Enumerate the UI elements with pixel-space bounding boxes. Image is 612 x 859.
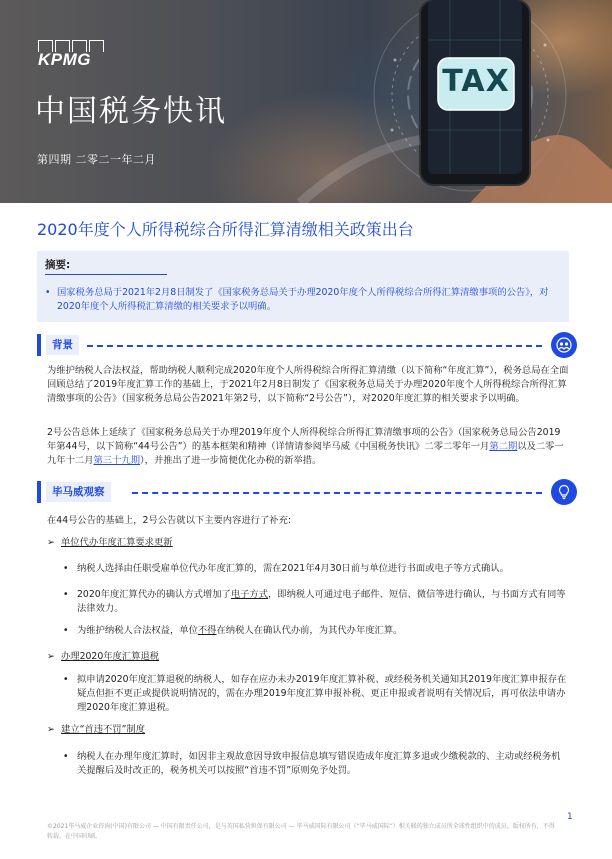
background-paragraph-2-text: 以及二零一九年十二月 xyxy=(47,441,564,466)
summary-item-text: 国家税务总局于2021年2月8日制发了《国家税务总局关于办理2020年度个人所得税综合所得汇算清缴事项的公告》，对2020年度个人所得税汇算清缴的相关要求予以明确。 xyxy=(57,287,549,312)
topic-heading xyxy=(47,723,145,737)
hero-banner xyxy=(0,0,612,203)
summary-divider xyxy=(45,274,167,275)
list-item xyxy=(63,562,567,576)
background-paragraph-2-text: 2号公告总体上延续了《国家税务总局关于办理2019年度个人所得税综合所得汇算清缴事项的公告》（国家税务总局公告2019年第44号，以下简称“44号公告”）的基本框架和精神（详情请参阅毕马威《中国税务快讯》二零二零年一月 xyxy=(47,427,561,452)
kpmg-logo xyxy=(38,40,108,72)
bullet: • xyxy=(45,287,51,298)
article-title: 2020年度个人所得税综合所得汇算清缴相关政策出台 xyxy=(37,220,414,239)
section-dashed-rule xyxy=(87,345,542,347)
list-item-underlined: 电子方式 xyxy=(230,589,269,600)
section-header-background xyxy=(37,334,577,358)
list-item-text: 在纳税人在确认代办前，为其代办年度汇算。 xyxy=(216,625,403,636)
publication-title: 中国税务快讯 xyxy=(35,94,227,129)
section-accent-bar xyxy=(37,481,41,503)
issue-2-link[interactable]: 第二期 xyxy=(489,441,518,452)
bullet: • xyxy=(63,589,69,600)
list-item-text: ，即纳税人可通过电子邮件、短信、微信等进行确认，与书面方式有同等法律效力。 xyxy=(77,589,566,614)
summary-item xyxy=(45,286,559,314)
list-item xyxy=(63,750,567,778)
summary-label: 摘要: xyxy=(45,259,71,271)
issue-39-link[interactable]: 第三十九期 xyxy=(93,455,140,466)
bullet: • xyxy=(63,625,69,636)
summary-box xyxy=(37,251,569,322)
list-item xyxy=(63,588,567,616)
section-header-observations xyxy=(37,481,577,505)
topic-heading xyxy=(47,536,173,550)
list-item xyxy=(63,624,567,638)
section-title-observations: 毕马威观察 xyxy=(46,482,111,502)
background-paragraph-2-text: ），并推出了进一步简便优化办税的新举措。 xyxy=(140,455,322,466)
kpmg-logo-text: KPMG xyxy=(38,50,91,69)
topic-heading xyxy=(47,650,159,664)
list-item-text: 2020年度汇算代办的确认方式增加了 xyxy=(77,589,231,600)
bullet: • xyxy=(63,751,69,762)
section-title-background: 背景 xyxy=(46,335,79,355)
copyright-footer: ©2021毕马威企业咨询(中国)有限公司 — 中国有限责任公司，是与英国私营担保有限公司 — 毕马威国际有限公司（“毕马威国际”）相关联的独立成员所全球性组织中的成员。版权所有，不得转载。在中国印刷。 xyxy=(47,823,555,840)
observations-intro: 在44号公告的基础上，2号公告就以下主要内容进行了补充: xyxy=(47,515,292,526)
section-accent-bar xyxy=(37,334,41,356)
section-dashed-rule xyxy=(132,492,542,494)
list-item-text: 为维护纳税人合法权益，单位 xyxy=(77,625,198,636)
globe-people-icon xyxy=(551,332,577,358)
list-item-text: 拟申请2020年度汇算退税的纳税人，如存在应办未办2019年度汇算补税、或经税务机关通知其2019年度汇算申报存在疑点但拒不更正或提供说明情况的，需在办理2019年度汇算申报补税、更正申报或者说明有关情况后，再可依法申请办理2020年度汇算退税。 xyxy=(77,674,567,713)
arrow-bullet-icon: ➢ xyxy=(47,724,55,735)
list-item-underlined: 不得 xyxy=(197,625,217,636)
lightbulb-icon xyxy=(551,479,577,505)
tax-tile-label: TAX xyxy=(442,64,510,99)
topic-title: 办理2020年度汇算退税 xyxy=(61,651,160,662)
arrow-bullet-icon: ➢ xyxy=(47,651,55,662)
list-item-text: 纳税人选择由任职受雇单位代办年度汇算的，需在2021年4月30日前与单位进行书面或电子等方式确认。 xyxy=(77,563,509,574)
bullet: • xyxy=(63,563,69,574)
background-paragraph-1: 为维护纳税人合法权益，帮助纳税人顺利完成2020年度个人所得税综合所得汇算清缴（以下简称“年度汇算”），税务总局在全面回顾总结了2019年度汇算工作的基础上，于2021年2月8日制发了《国家税务总局关于办理2020年度个人所得税综合所得汇算清缴事项的公告》（国家税务总局公告2021年第2号，以下简称“2号公告”），对2020年度汇算的相关要求予以明确。 xyxy=(47,365,569,404)
background-paragraph-2 xyxy=(47,426,569,468)
topic-title: 单位代办年度汇算要求更新 xyxy=(61,537,173,548)
page-number: 1 xyxy=(567,812,573,822)
issue-date: 第四期 二零二一年二月 xyxy=(37,153,156,166)
bullet: • xyxy=(63,674,69,685)
list-item xyxy=(63,673,567,715)
arrow-bullet-icon: ➢ xyxy=(47,537,55,548)
list-item-text: 纳税人在办理年度汇算时，如因非主观故意因导致申报信息填写错误造成年度汇算多退或少缴税款的、主动或经税务机关提醒后及时改正的，税务机关可以按照“首违不罚”原则免予处罚。 xyxy=(77,751,561,776)
topic-title: 建立“首违不罚”制度 xyxy=(61,724,146,735)
